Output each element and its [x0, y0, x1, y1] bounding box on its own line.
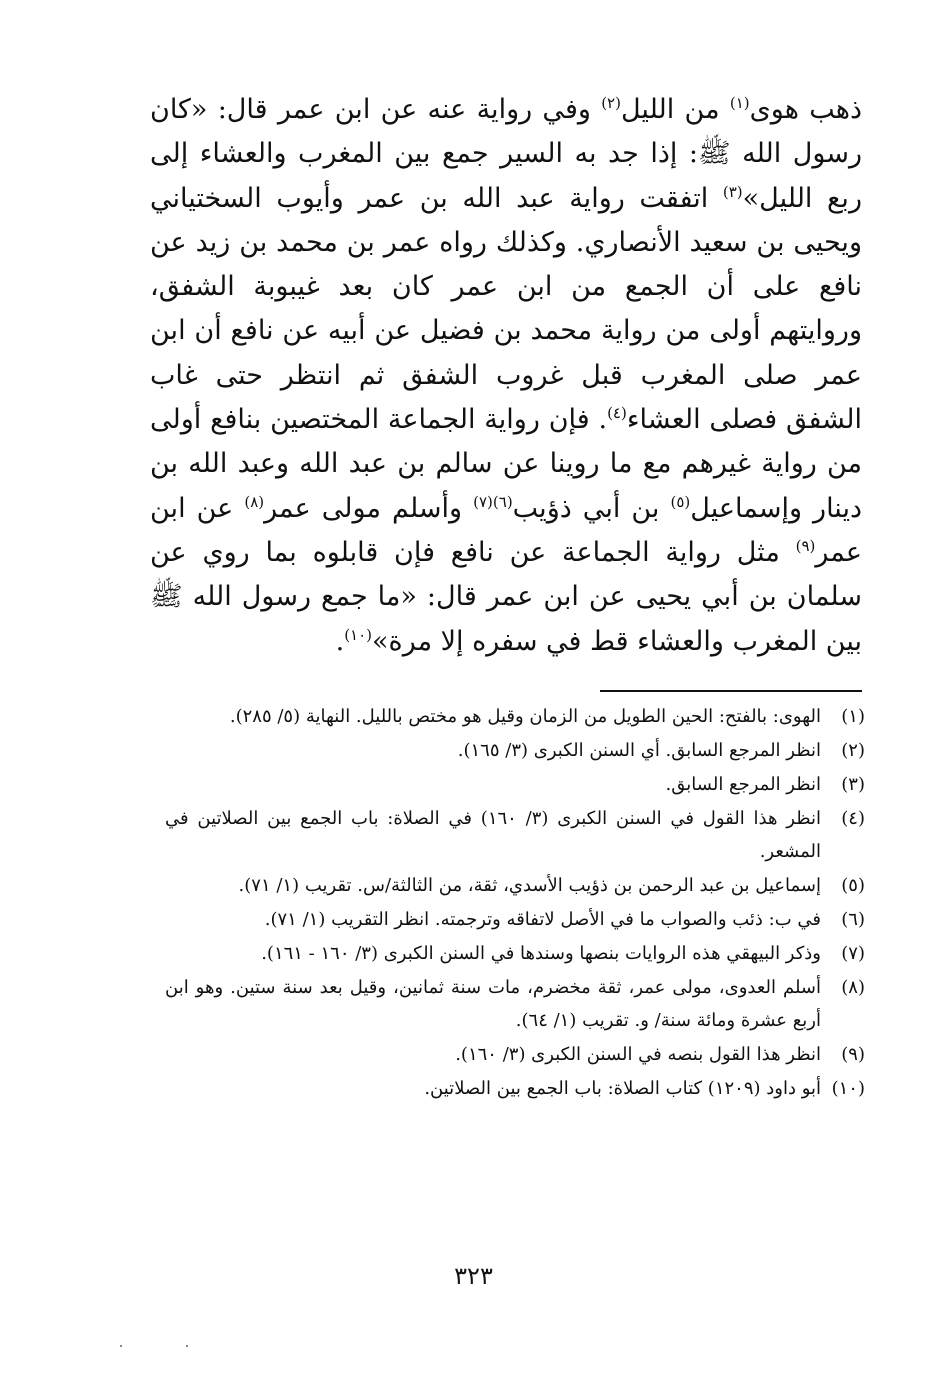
footnote-reference: (٢) [601, 94, 621, 112]
footnote-reference: (٨) [244, 492, 265, 511]
footnote-separator [600, 690, 862, 692]
footnote-item [165, 700, 865, 733]
footnote-number: (٩) [841, 1044, 865, 1065]
body-text-segment: وأسلم مولى عمر [264, 492, 474, 524]
footnote-number: (٧) [841, 943, 865, 964]
footnote-text: انظر المرجع السابق. أي السنن الكبرى (٣/ ١٦٥). [457, 740, 821, 761]
footnote-item [165, 802, 865, 868]
body-text-segment: عن ابن عمر [150, 492, 862, 568]
body-text-segment: ذهب هوى [749, 94, 862, 125]
body-text-segment: . [335, 625, 345, 657]
scan-speck [120, 1345, 122, 1347]
body-text-segment: بن أبي ذؤيب [512, 492, 671, 524]
footnote-number: (٢) [841, 740, 865, 761]
footnote-reference: (٤) [607, 404, 627, 423]
main-paragraph [150, 88, 862, 664]
footnote-number: (١٠) [831, 1078, 865, 1099]
footnote-number: (٥) [841, 875, 865, 896]
footnote-text: الهوى: بالفتح: الحين الطويل من الزمان وقيل هو مختص بالليل. النهاية (٥/ ٢٨٥). [229, 706, 821, 727]
footnote-number: (٣) [841, 774, 865, 795]
body-text-segment: وفي رواية عنه عن ابن عمر قال: «كان رسول الله ﷺ: إذا جد به السير جمع بين المغرب والعشاء إلى ربع الليل» [150, 94, 862, 214]
footnote-text: إسماعيل بن عبد الرحمن بن ذؤيب الأسدي، ثقة، من الثالثة/س. تقريب (١/ ٧١). [238, 875, 821, 896]
footnote-reference: (١) [729, 94, 750, 112]
body-text-segment: من الليل [620, 94, 730, 125]
body-text-segment: مثل رواية الجماعة عن نافع فإن قابلوه بما روي عن سلمان بن أبي يحيى عن ابن عمر قال: «ما جمع رسول الله ﷺ بين المغرب والعشاء قط في سفره إلا مرة» [150, 536, 862, 657]
footnote-item [165, 734, 865, 767]
footnote-item [165, 869, 865, 902]
footnote-item [165, 903, 865, 936]
footnote-text: أبو داود (١٢٠٩) كتاب الصلاة: باب الجمع بين الصلاتين. [424, 1078, 821, 1099]
footnote-text: انظر المرجع السابق. [665, 774, 821, 795]
footnote-reference: (٣) [722, 182, 743, 201]
body-text-segment: . فإن رواية الجماعة المختصين بنافع أولى من رواية غيرهم مع ما روينا عن سالم بن عبد الله وعبد الله بن دينار وإسماعيل [150, 404, 862, 524]
page-number: ٣٢٣ [454, 1262, 493, 1290]
footnote-number: (١) [841, 706, 865, 727]
footnote-number: (٤) [841, 808, 865, 829]
footnote-reference: (٩) [795, 536, 816, 555]
footnote-item [165, 1038, 865, 1071]
footnote-text: انظر هذا القول بنصه في السنن الكبرى (٣/ ١٦٠). [455, 1044, 821, 1065]
footnotes-list [165, 700, 865, 1106]
footnote-text: أسلم العدوى، مولى عمر، ثقة مخضرم، مات سنة ثمانين، وقيل بعد سنة ستين. وهو ابن أربع عشرة ومائة سنة/ و. تقريب (١/ ٦٤). [165, 977, 821, 1031]
footnote-reference: (١٠) [344, 625, 373, 644]
footnote-reference: (٥) [670, 492, 691, 511]
footnote-item [165, 1072, 865, 1105]
footnote-item [165, 768, 865, 801]
body-text-segment: اتفقت رواية عبد الله بن عمر وأيوب السختياني ويحيى بن سعيد الأنصاري. وكذلك رواه عمر بن محمد بن زيد عن نافع على أن الجمع من ابن عمر كان بعد غيبوبة الشفق، وروايتهم أولى من رواية محمد بن فضيل عن أبيه عن نافع أن ابن عمر صلى المغرب قبل غروب الشفق ثم انتظر حتى غاب الشفق فصلى العشاء [150, 182, 862, 436]
scan-speck [186, 1345, 188, 1347]
footnote-item [165, 971, 865, 1037]
footnote-text: انظر هذا القول في السنن الكبرى (٣/ ١٦٠) في الصلاة: باب الجمع بين الصلاتين في المشعر. [165, 808, 821, 862]
footnote-reference: (٦)(٧) [473, 492, 513, 511]
footnote-text: وذكر البيهقي هذه الروايات بنصها وسندها في السنن الكبرى (٣/ ١٦٠ - ١٦١). [261, 943, 821, 964]
main-text [150, 88, 862, 664]
footnote-number: (٦) [841, 909, 865, 930]
footnote-item [165, 937, 865, 970]
footnote-number: (٨) [841, 977, 865, 998]
footnote-text: في ب: ذئب والصواب ما في الأصل لاتفاقه وترجمته. انظر التقريب (١/ ٧١). [264, 909, 821, 930]
